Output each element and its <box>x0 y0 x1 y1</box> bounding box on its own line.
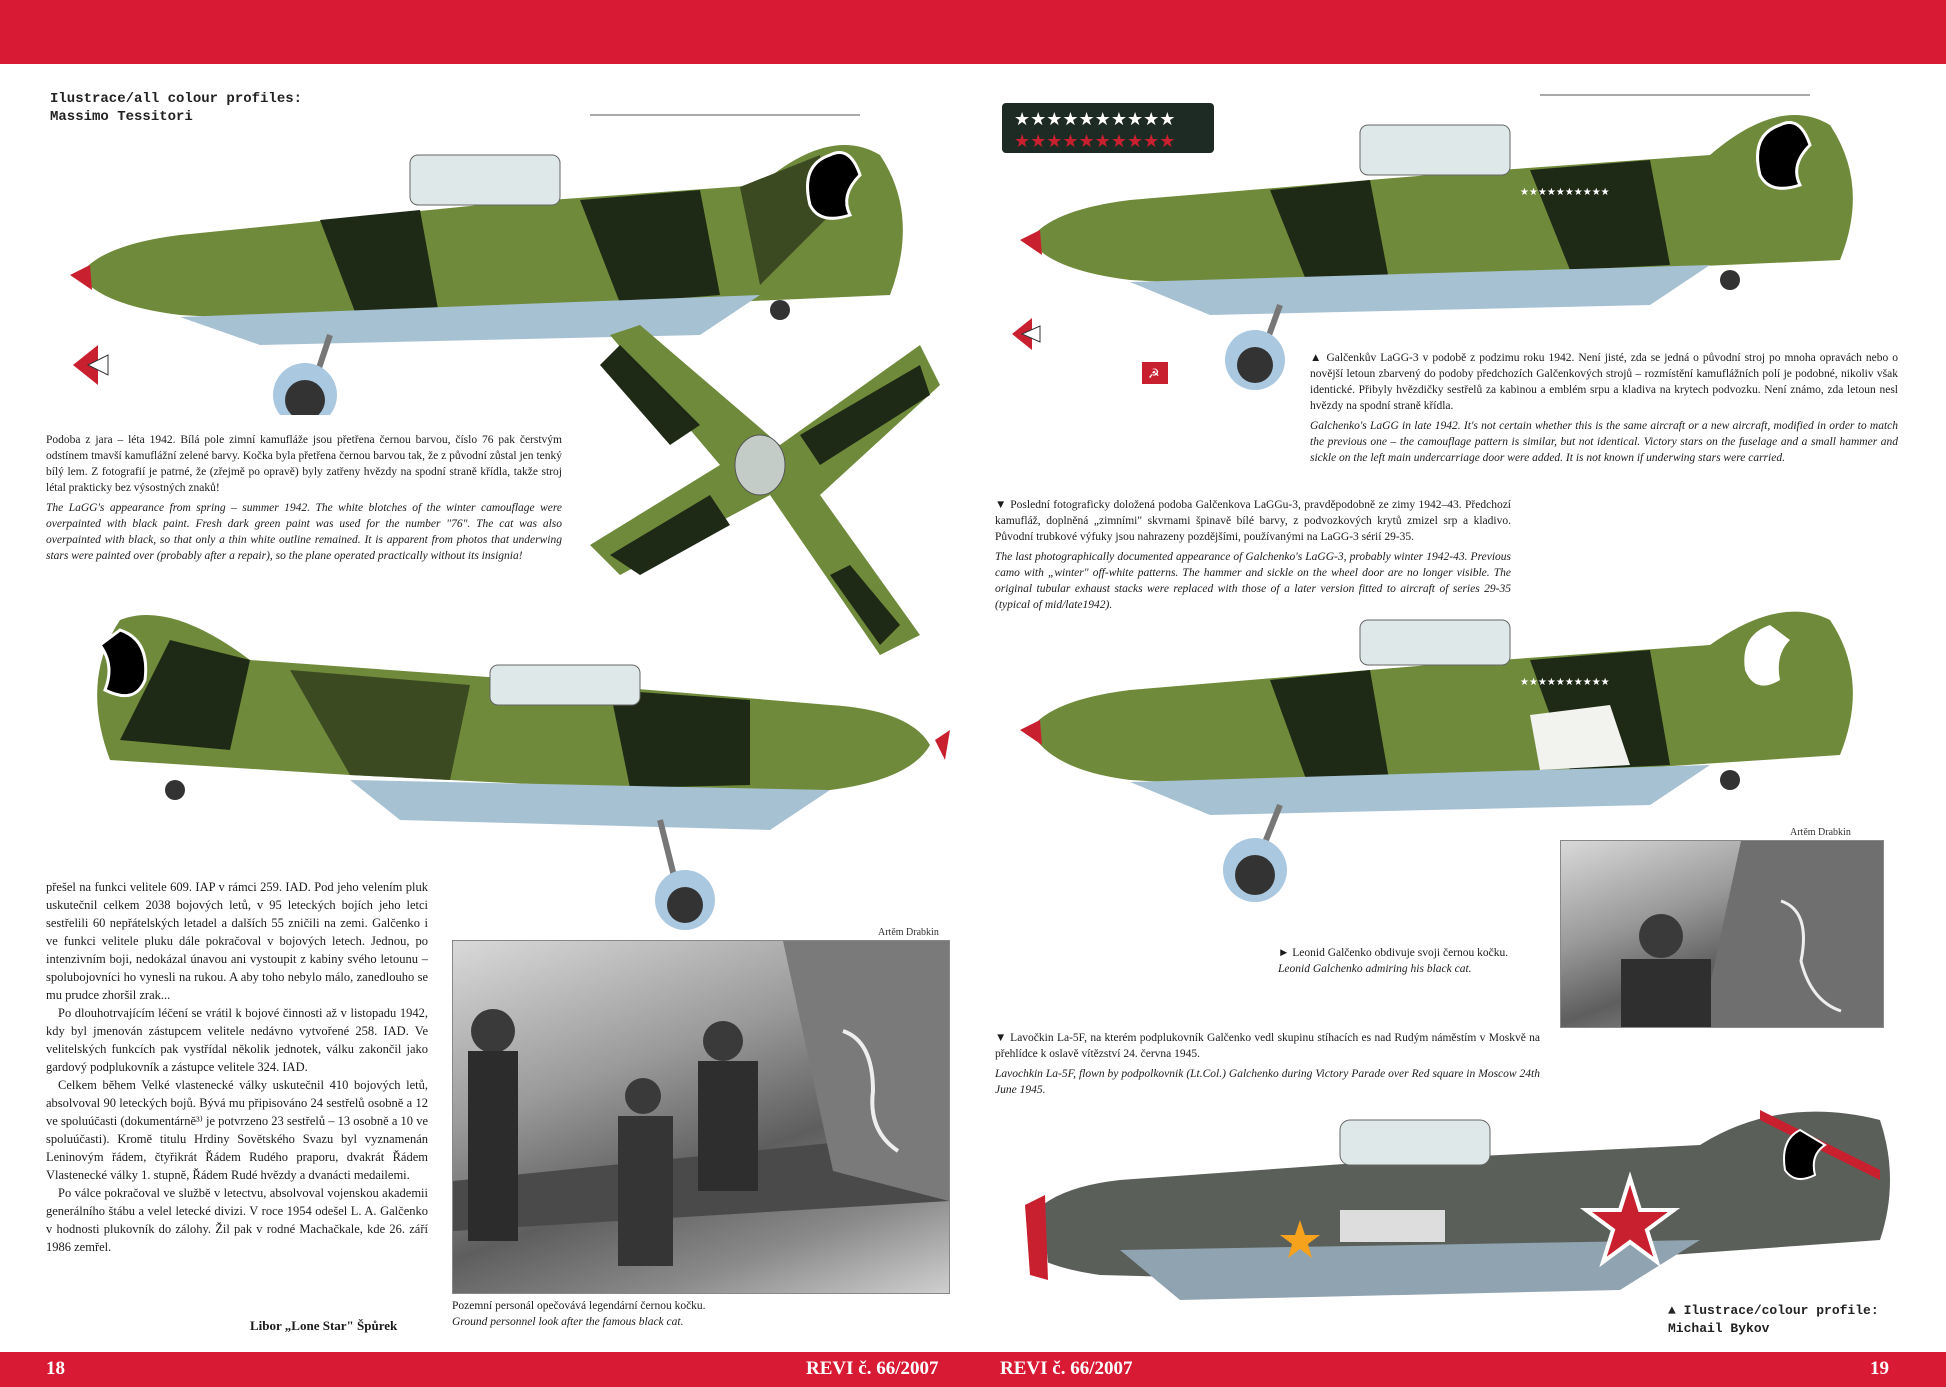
la5f-profile <box>1000 1090 1900 1315</box>
lagg3-profile-autumn <box>1010 80 1910 390</box>
right-issue-label: REVI č. 66/2007 <box>1000 1358 1133 1379</box>
photo-credit-portrait: Artěm Drabkin <box>1790 827 1851 838</box>
left-issue-label: REVI č. 66/2007 <box>806 1358 939 1379</box>
svg-text:★★★★★★★★★★: ★★★★★★★★★★ <box>1520 677 1610 688</box>
photo-credit-ground: Artěm Drabkin <box>878 927 939 938</box>
caption-spring: Podoba z jara – léta 1942. Bílá pole zimní kamufláže jsou přetřena černou barvou, číslo 76 pak čerstvým odstínem tmavší kamuflážní zelené barvy. Kočka byla přetřena černou barvou tak, že z původní zůstal jen tenký bílý lem. Z fotografií je patrné, že (zřejmě po opravě) byly zatřeny hvězdy na spodní straně křídla, takže stroj létal prakticky bez výsostných znaků! The LaGG's appearance from spring – summer 1942. The white blotches of the winter camouflage were overpainted with black paint. Fresh dark green paint was used for the number "76". The cat was also overpainted with black, so that only a thin white outline remained. It is apparent from photos that underwing stars were painted over (probably after a repair), so the plane operated practically without its insignia! <box>46 434 562 562</box>
portrait-photo <box>1560 840 1884 1028</box>
svg-text:★★★★★★★★★★: ★★★★★★★★★★ <box>1014 109 1176 130</box>
footer-band <box>0 1352 1946 1387</box>
svg-text:☭: ☭ <box>1148 367 1160 382</box>
svg-text:★★★★★★★★★★: ★★★★★★★★★★ <box>1520 187 1610 198</box>
la5-illustration-credit: ▲ Ilustrace/colour profile: Michail Bykov <box>1668 1303 1879 1336</box>
header-band <box>0 0 1946 64</box>
caption-ground-photo: Pozemní personál opečovává legendární černou kočku. Ground personnel look after the famous black cat. <box>452 1300 706 1328</box>
caption-la5: ▼ Lavočkin La-5F, na kterém podplukovník Galčenko vedl skupinu stíhacích es nad Rudým náměstím v Moskvě na přehlídce k oslavě vítězství 24. června 1945. Lavochkin La-5F, flown by podpolkovnik (Lt.Col.) Galchenko during Victory Parade over Red square in Moscow 24th June 1945. <box>995 1032 1540 1096</box>
spinner-detail-icon <box>68 340 118 390</box>
caption-winter: ▼ Poslední fotograficky doložená podoba Galčenkova LaGGu-3, pravděpodobně ze zimy 1942–43. Předchozí kamufláž, doplněná „zimními" skvrnami špinavě bílé barvy, z podvozkových krytů zmizel srp a kladivo. Původní trubkové výfuky jsou nahrazeny pozdějšími, používanými na LaGG-3 sérií 29-35. The last photographically documented appearance of Galchenko's LaGG-3, probably winter 1942-43. Previous camo with „winter" off-white patterns. The hammer and sickle on the wheel door are no longer visible. The original tubular exhaust stacks were replaced with those of a later version fitted to aircraft of series 29-35 (typical of mid/late1942). <box>995 499 1511 611</box>
article-author: Libor „Lone Star" Špůrek <box>250 1318 398 1333</box>
caption-portrait-photo: ► Leonid Galčenko obdivuje svoji černou kočku. Leonid Galchenko admiring his black cat. <box>1278 947 1509 975</box>
illustration-credit: Ilustrace/all colour profiles: Massimo Tessitori <box>50 91 303 125</box>
right-page-number: 19 <box>1870 1358 1889 1379</box>
article-body: přešel na funkci velitele 609. IAP v rámci 259. IAD. Pod jeho velením pluk uskutečnil celkem 2038 bojových letů, v 95 leteckých bojích jeho letci sestřelili 60 nepřátelských letadel a dalších 55 zničili na zemi. Galčenko i ve funkci velitele pluku dále pokračoval v bojových letech. Jednou, po intenzivním boji, nedokázal únavou ani vystoupit z kabiny svého letounu – spolubojovníci ho vynesli na rukou. A aby toho nebylo málo, zanedlouho se mu prudce zhoršil zrak... Po dlouhotrvajícím léčení se vrátil k bojové činnosti až v listopadu 1942, kdy byl jmenován zástupcem velitele nedávno vytvořené 258. IAD. Ve velitelských funkcích pak vystřídal několik jednotek, válku zakončil jako gardový podplukovník a zástupce velitele 324. IAD. Celkem během Velké vlastenecké války uskutečnil 410 bojových letů, absolvoval 90 leteckých bojů. Bývá mu připisováno 24 sestřelů osobně a 12 ve spoluúčasti (dokumentárně³⁾ je potvrzeno 23 sestřelů – 13 osobně a 10 ve spoluúčasti). Kromě titulu Hrdiny Sovětského Svazu byl vyznamenán Leninovým řádem, čtyřikrát Řádem Rudého praporu, dvakrát Řádem Vlastenecké války 1. stupně, Řádem Rudé hvězdy a dvanácti medailemi. Po válce pokračoval ve službě v letectvu, absolvoval vojenskou akademii generálního štábu a velel letecké divizi. V roce 1954 odešel L. A. Galčenko v hodnosti plukovník do zálohy. Žil pak v rodné Machačkale, kde 26. září 1986 zemřel. <box>46 880 428 1254</box>
spinner-detail-icon <box>1008 314 1048 354</box>
hammer-sickle-icon <box>1142 362 1168 384</box>
svg-text:★★★★★★★★★★: ★★★★★★★★★★ <box>1014 131 1176 152</box>
ground-crew-photo <box>452 940 950 1294</box>
caption-autumn: ▲ Galčenkův LaGG-3 v podobě z podzimu roku 1942. Není jisté, zda se jedná o původní stroj po mnoha opravách nebo o novější letoun zbarvený do podoby předchozích Galčenkových strojů – rozmístění kamuflážních polí je podobné, nikoliv však identické. Přibyly hvězdičky sestřelů za kabinou a emblém srpu a kladiva na krytech podvozku. Není známo, zda letoun nesl hvězdy na spodní straně křídla. Galchenko's LaGG in late 1942. It's not certain whether this is the same aircraft or a new aircraft, modified in order to match the previous one – the camouflage pattern is similar, but not identical. Victory stars on the fuselage and a small hammer and sickle on the left main undercarriage door were added. It is not known if underwing stars were carried. <box>1310 352 1898 464</box>
left-page-number: 18 <box>46 1358 65 1379</box>
